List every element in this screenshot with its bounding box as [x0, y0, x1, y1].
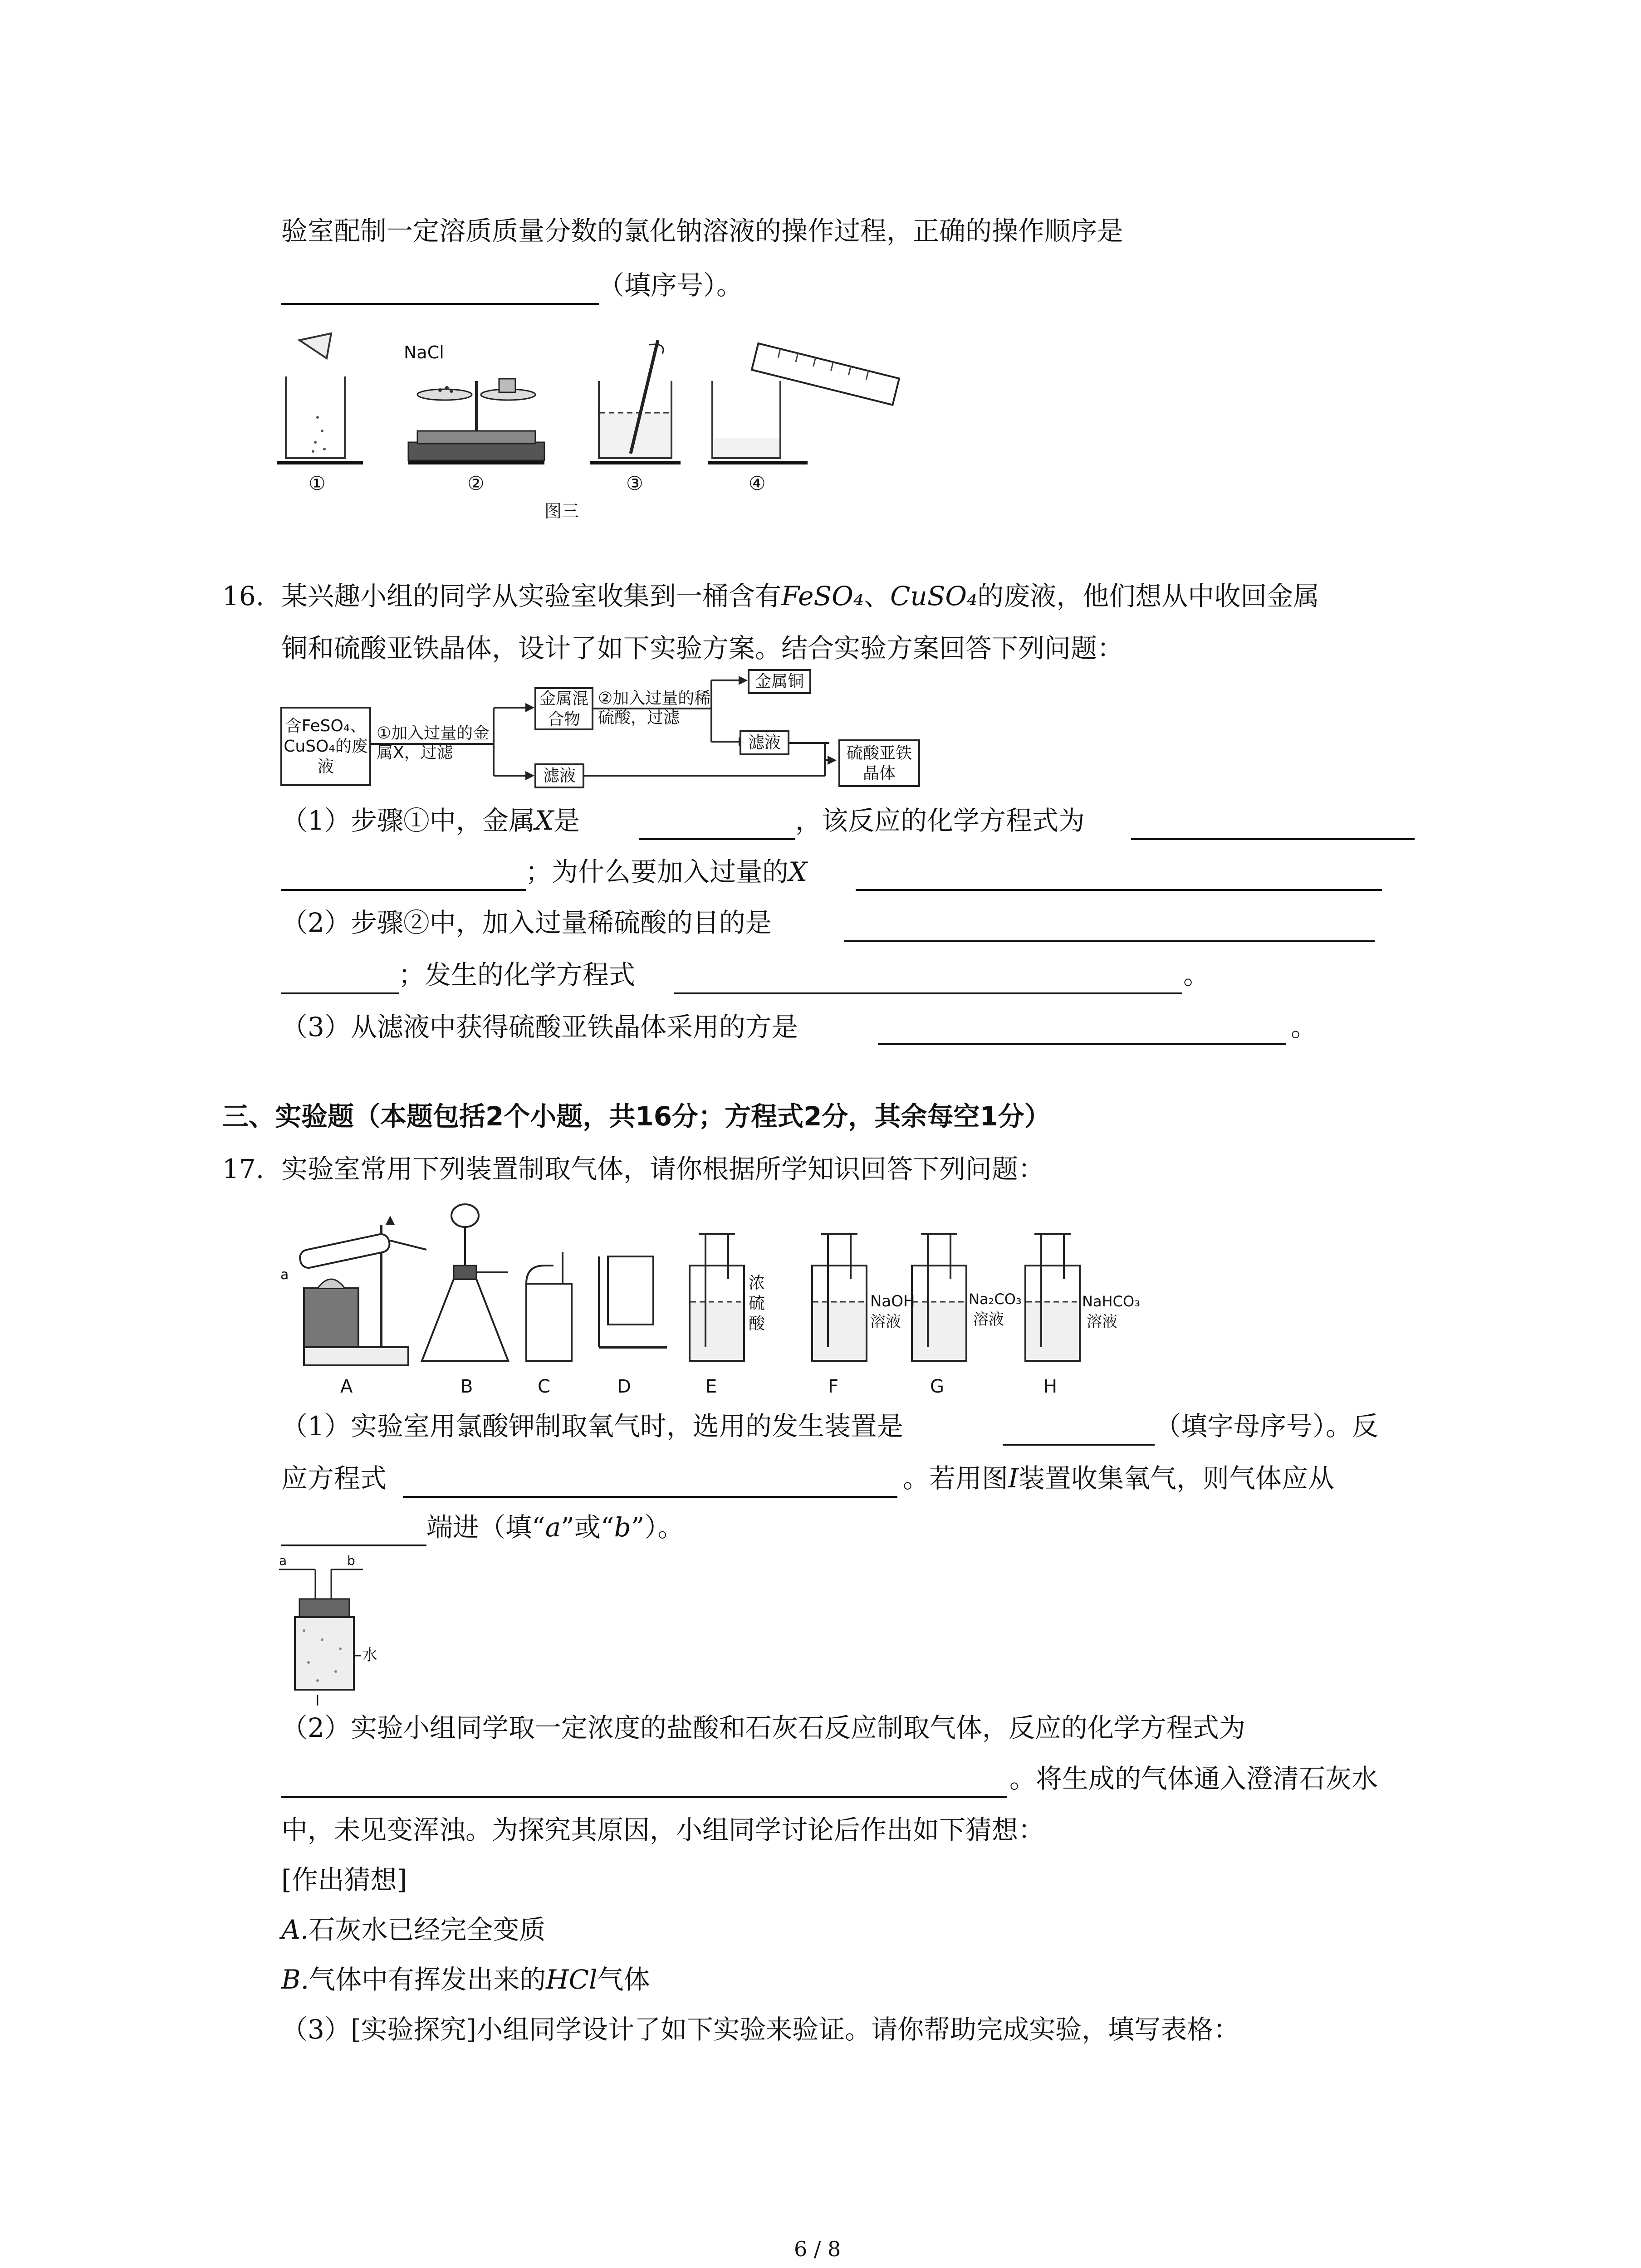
formula-feso4: FeSO₄ — [781, 581, 864, 611]
guess-b: B.气体中有挥发出来的HCl气体 — [281, 1964, 650, 1995]
q16-p1-blank-equation-a[interactable] — [1131, 838, 1415, 840]
q17-number: 17. — [222, 1154, 265, 1184]
svg-text:NaHCO₃: NaHCO₃ — [1082, 1293, 1140, 1310]
q15-line1: 验室配制一定溶质质量分数的氯化钠溶液的操作过程，正确的操作顺序是 — [281, 215, 1124, 246]
q17-p2-text-a: （2）实验小组同学取一定浓度的盐酸和石灰石反应制取气体，反应的化学方程式为 — [281, 1712, 1245, 1743]
fig3-label-1: ① — [309, 472, 326, 494]
q16-p3-blank[interactable] — [878, 1043, 1286, 1045]
svg-text:C: C — [538, 1376, 550, 1397]
q16-p2-text-b: ；发生的化学方程式 — [398, 959, 636, 990]
q16-p2-blank-purpose-a[interactable] — [844, 940, 1375, 942]
flow-mixture-box: 金属混合物 — [534, 687, 593, 730]
q16-p3-text: （3）从滤液中获得硫酸亚铁晶体采用的方是 — [281, 1012, 798, 1042]
svg-text:溶液: 溶液 — [870, 1313, 901, 1331]
wash-bottle-f — [812, 1234, 867, 1361]
svg-text:a: a — [279, 1553, 287, 1568]
q16-number: 16. — [222, 581, 265, 611]
q16-p1-text-c: ，该反应的化学方程式为 — [795, 805, 1085, 836]
section3-heading: 三、实验题（本题包括2个小题，共16分；方程式2分，其余每空1分） — [222, 1101, 1051, 1132]
flow-product-box: 硫酸亚铁晶体 — [838, 739, 920, 787]
nacl-label: NaCl — [404, 342, 444, 362]
q16-line1: 某兴趣小组的同学从实验室收集到一桶含有FeSO₄、CuSO₄的废液，他们想从中收回金属 — [281, 581, 1320, 611]
svg-text:A: A — [340, 1376, 353, 1397]
fig3-caption: 图三 — [544, 501, 579, 521]
q17-p3-text: （3）[实验探究]小组同学设计了如下实验来验证。请你帮助完成实验，填写表格： — [281, 2014, 1240, 2045]
q16-p2-blank-equation[interactable] — [674, 992, 1182, 994]
fig3-label-2: ② — [467, 472, 485, 494]
svg-text:Na₂CO₃: Na₂CO₃ — [969, 1290, 1022, 1308]
svg-text:I: I — [315, 1692, 320, 1708]
figure-three-solution-prep — [272, 327, 916, 526]
guess-a: A.石灰水已经完全变质 — [281, 1914, 546, 1945]
q16-p2-end: 。 — [1183, 959, 1210, 990]
q16-p3-end: 。 — [1291, 1012, 1318, 1042]
flow-filtrate1-box: 滤液 — [534, 763, 584, 788]
q16-p1-blank-why[interactable] — [856, 889, 1382, 891]
q16-p1-text: （1）步骤①中，金属X是 — [281, 805, 580, 836]
q17-p1-text-c: 应方程式 — [281, 1463, 387, 1494]
q17-apparatus-figure — [272, 1198, 1180, 1406]
flow-step1: ①加入过量的金属X，过滤 — [377, 724, 490, 763]
flow-copper-box: 金属铜 — [748, 669, 811, 694]
svg-text:E: E — [705, 1376, 717, 1397]
q16-p1-blank-equation-b[interactable] — [281, 889, 526, 891]
svg-text:溶液: 溶液 — [973, 1310, 1004, 1329]
q16-line2: 铜和硫酸亚铁晶体，设计了如下实验方案。结合实验方案回答下列问题： — [281, 633, 1124, 664]
svg-text:F: F — [828, 1376, 839, 1397]
svg-text:溶液: 溶液 — [1087, 1313, 1117, 1331]
fig3-label-3: ③ — [626, 472, 643, 494]
apparatus-a-mark: a — [280, 1267, 289, 1283]
q16-p1-text-d: ；为什么要加入过量的X — [525, 856, 808, 887]
q17-p1-blank-equation[interactable] — [403, 1496, 897, 1498]
svg-text:浓: 浓 — [749, 1274, 765, 1292]
flow-step2: ②加入过量的稀硫酸，过滤 — [598, 689, 711, 728]
wash-bottle-h — [1025, 1234, 1080, 1361]
flow-filtrate2-box: 滤液 — [740, 730, 789, 755]
q15-line2-suffix: （填序号）。 — [598, 270, 743, 301]
svg-text:H: H — [1043, 1376, 1058, 1397]
q16-p2-text: （2）步骤②中，加入过量稀硫酸的目的是 — [281, 907, 772, 938]
svg-text:水: 水 — [362, 1646, 377, 1664]
formula-cuso4: CuSO₄ — [890, 581, 978, 611]
q17-p2-text-c: 中，未见变浑浊。为探究其原因，小组同学讨论后作出如下猜想： — [281, 1814, 1045, 1845]
svg-text:D: D — [617, 1376, 631, 1397]
q16-p2-blank-purpose-b[interactable] — [281, 992, 399, 994]
figure-i-collection-bottle — [272, 1549, 390, 1708]
wash-bottle-e — [690, 1234, 744, 1361]
page-number: 6 / 8 — [794, 2237, 841, 2261]
q17-p1-text-b: （填字母序号）。反 — [1155, 1411, 1379, 1442]
q15-answer-blank[interactable] — [281, 303, 599, 305]
svg-text:G: G — [930, 1376, 944, 1397]
svg-text:NaOH: NaOH — [870, 1292, 915, 1310]
q17-p2-blank-equation[interactable] — [281, 1796, 1007, 1798]
flow-arrows-1 — [371, 680, 534, 798]
q17-p1-text-a: （1）实验室用氯酸钾制取氧气时，选用的发生装置是 — [281, 1411, 903, 1442]
flow-start-box: 含FeSO₄、CuSO₄的废液 — [280, 707, 371, 786]
svg-text:硫: 硫 — [749, 1294, 765, 1313]
fig3-label-4: ④ — [749, 472, 766, 494]
q17-p1-text-d: 。若用图I装置收集氧气，则气体应从 — [903, 1463, 1334, 1494]
flow-arrows-3 — [584, 739, 838, 794]
q17-line1: 实验室常用下列装置制取气体，请你根据所学知识回答下列问题： — [281, 1154, 1045, 1184]
guess-heading: [作出猜想] — [281, 1864, 407, 1895]
svg-text:b: b — [347, 1553, 355, 1568]
q17-p1-blank-port[interactable] — [281, 1545, 426, 1546]
q17-p1-text-f: 端进（填“a”或“b”）。 — [426, 1512, 684, 1543]
q17-p1-blank-device[interactable] — [1003, 1444, 1155, 1446]
svg-text:酸: 酸 — [749, 1315, 765, 1333]
wash-bottle-g — [912, 1234, 966, 1361]
q16-p1-blank-metal[interactable] — [639, 838, 795, 840]
q17-p2-text-b: 。将生成的气体通入澄清石灰水 — [1009, 1763, 1378, 1794]
svg-text:B: B — [460, 1376, 473, 1397]
